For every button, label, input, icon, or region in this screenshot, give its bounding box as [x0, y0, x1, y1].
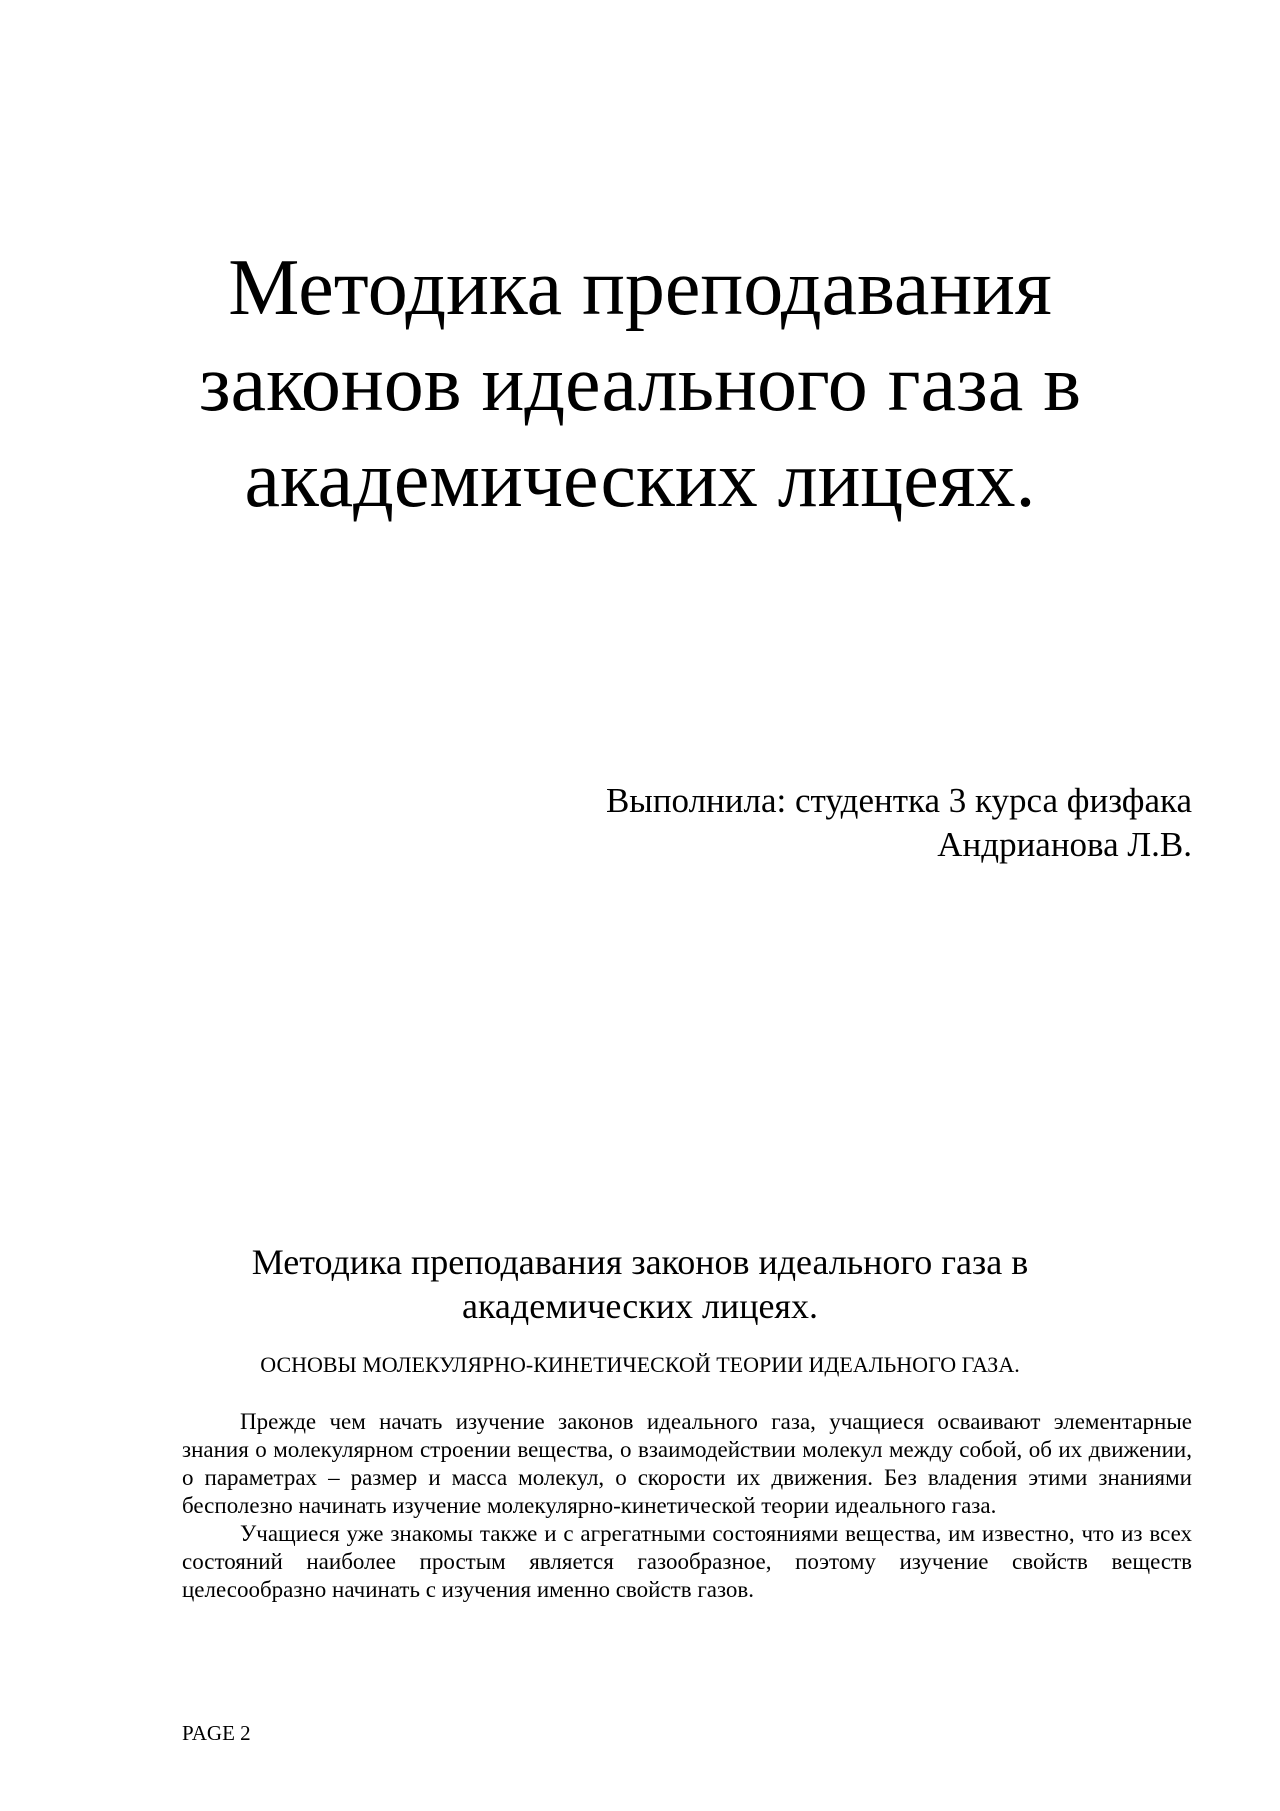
paragraph-2: Учащиеся уже знакомы также и с агрегатными состояниями вещества, им известно, что из всех состояний наиболее простым является газообразное, поэтому изучение свойств веществ целесообразно начинать с изучения именно свойств газов. — [182, 1521, 1192, 1602]
page-number: PAGE 2 — [182, 1721, 251, 1745]
main-title-line-1: Методика преподавания — [228, 244, 1052, 332]
main-title-line-3: академических лицеях. — [244, 436, 1036, 524]
main-title-line-2: законов идеального газа в — [199, 340, 1081, 428]
section-title-line-2: академических лицеях. — [462, 1286, 818, 1326]
subsection-title: ОСНОВЫ МОЛЕКУЛЯРНО-КИНЕТИЧЕСКОЙ ТЕОРИИ ИДЕАЛЬНОГО ГАЗА. — [260, 1352, 1020, 1377]
author-line-2: Андрианова Л.В. — [937, 825, 1192, 864]
section-title-line-1: Методика преподавания законов идеального газа в — [251, 1242, 1029, 1282]
author-line-1: Выполнила: студентка 3 курса физфака — [605, 781, 1192, 820]
section-title — [160, 1240, 1120, 1328]
paragraph-1: Прежде чем начать изучение законов идеального газа, учащиеся осваивают элементарные знания о молекулярном строении вещества, о взаимодействии молекул между собой, об их движении, о параметрах – размер и масса молекул, о скорости их движения. Без владения этими знаниями бесполезно начинать изучение молекулярно-кинетической теории идеального газа. — [182, 1409, 1192, 1518]
main-title — [160, 240, 1120, 528]
author-block — [440, 779, 1192, 867]
body-text — [182, 1408, 1192, 1604]
